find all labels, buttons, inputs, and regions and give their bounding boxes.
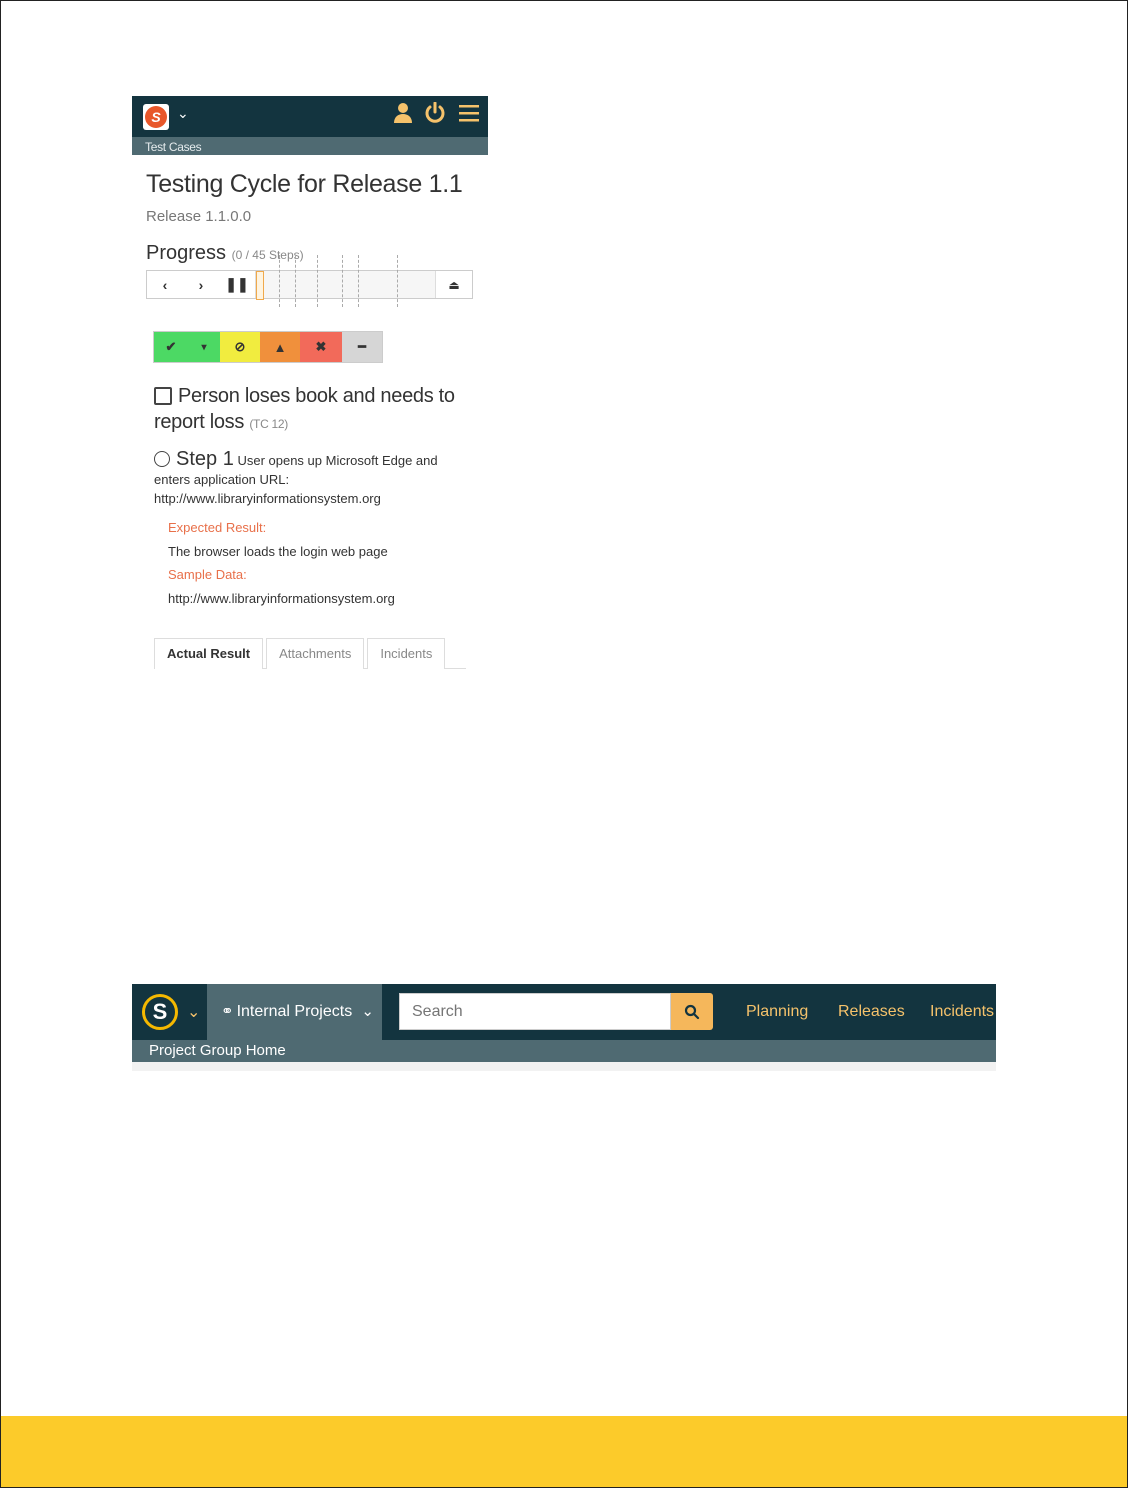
progress-cursor[interactable]	[256, 271, 264, 300]
progress-bar[interactable]	[146, 270, 473, 299]
sample-data-label: Sample Data:	[168, 567, 247, 582]
app-logo-icon[interactable]: S	[142, 994, 178, 1030]
test-step	[154, 450, 464, 508]
step-marker	[342, 255, 343, 307]
project-group-icon: ⚭	[221, 1003, 234, 1020]
divider	[132, 1062, 996, 1071]
sample-data-value: http://www.libraryinformationsystem.org	[168, 591, 395, 606]
blocked-button[interactable]: ⊘	[220, 332, 260, 362]
tab-actual-result[interactable]: Actual Result	[154, 638, 263, 669]
search-button[interactable]	[671, 993, 713, 1030]
chevron-down-icon[interactable]: ⌄	[187, 1004, 201, 1021]
step-text: User opens up Microsoft Edge and enters application URL: http://www.libraryinformationsystem.org	[154, 453, 438, 506]
search-icon	[684, 1004, 700, 1020]
progress-label: Progress	[146, 242, 227, 264]
mobile-test-runner	[132, 96, 488, 661]
mobile-header	[132, 96, 488, 137]
pause-button[interactable]: ❚❚	[219, 271, 256, 298]
chevron-down-icon: ⌄	[361, 1003, 374, 1020]
caution-button[interactable]: ▲	[260, 332, 300, 362]
app-logo-icon[interactable]: S	[143, 104, 169, 130]
user-icon[interactable]	[393, 102, 413, 130]
release-label: Release 1.1.0.0	[146, 208, 252, 225]
menu-icon[interactable]	[458, 102, 480, 130]
pass-dropdown-button[interactable]: ▾	[188, 332, 220, 362]
global-nav	[132, 984, 996, 1040]
not-applicable-button[interactable]: ━	[342, 332, 382, 362]
test-case-heading	[154, 383, 464, 437]
status-button-group	[153, 331, 383, 363]
step-marker	[397, 255, 398, 307]
footer-band	[1, 1416, 1127, 1487]
breadcrumb[interactable]: Test Cases	[132, 137, 488, 155]
test-case-icon	[154, 387, 172, 405]
step-label: Step 1	[176, 448, 234, 470]
expected-result-value: The browser loads the login web page	[168, 544, 388, 559]
step-tabs	[154, 638, 466, 669]
fail-button[interactable]: ✖	[300, 332, 342, 362]
test-case-id: (TC 12)	[249, 417, 288, 431]
tab-incidents[interactable]: Incidents	[367, 638, 445, 669]
power-icon[interactable]	[424, 102, 446, 130]
test-case-name: Person loses book and needs to report loss	[154, 385, 455, 433]
nav-planning[interactable]: Planning	[746, 1003, 809, 1020]
tab-attachments[interactable]: Attachments	[266, 638, 364, 669]
next-button[interactable]: ›	[183, 271, 220, 298]
expected-result-label: Expected Result:	[168, 520, 267, 535]
search-input[interactable]	[399, 993, 671, 1030]
step-marker	[358, 255, 359, 307]
previous-button[interactable]: ‹	[147, 271, 184, 298]
eject-icon[interactable]: ⏏	[435, 271, 472, 298]
project-selector[interactable]	[207, 984, 382, 1040]
project-name: Internal Projects	[236, 1003, 353, 1020]
step-radio-icon[interactable]	[154, 451, 170, 467]
nav-incidents[interactable]: Incidents	[930, 1003, 995, 1020]
step-marker	[295, 255, 296, 307]
page-title: Testing Cycle for Release 1.1	[146, 170, 463, 198]
chevron-down-icon[interactable]: ⌄	[177, 105, 189, 121]
step-marker	[279, 255, 280, 307]
progress-detail: (0 / 45 Steps)	[231, 248, 304, 262]
pass-button[interactable]: ✔	[154, 332, 188, 362]
breadcrumb[interactable]: Project Group Home	[132, 1040, 996, 1062]
desktop-navbar	[132, 984, 996, 1071]
nav-releases[interactable]: Releases	[838, 1003, 905, 1020]
step-marker	[317, 255, 318, 307]
